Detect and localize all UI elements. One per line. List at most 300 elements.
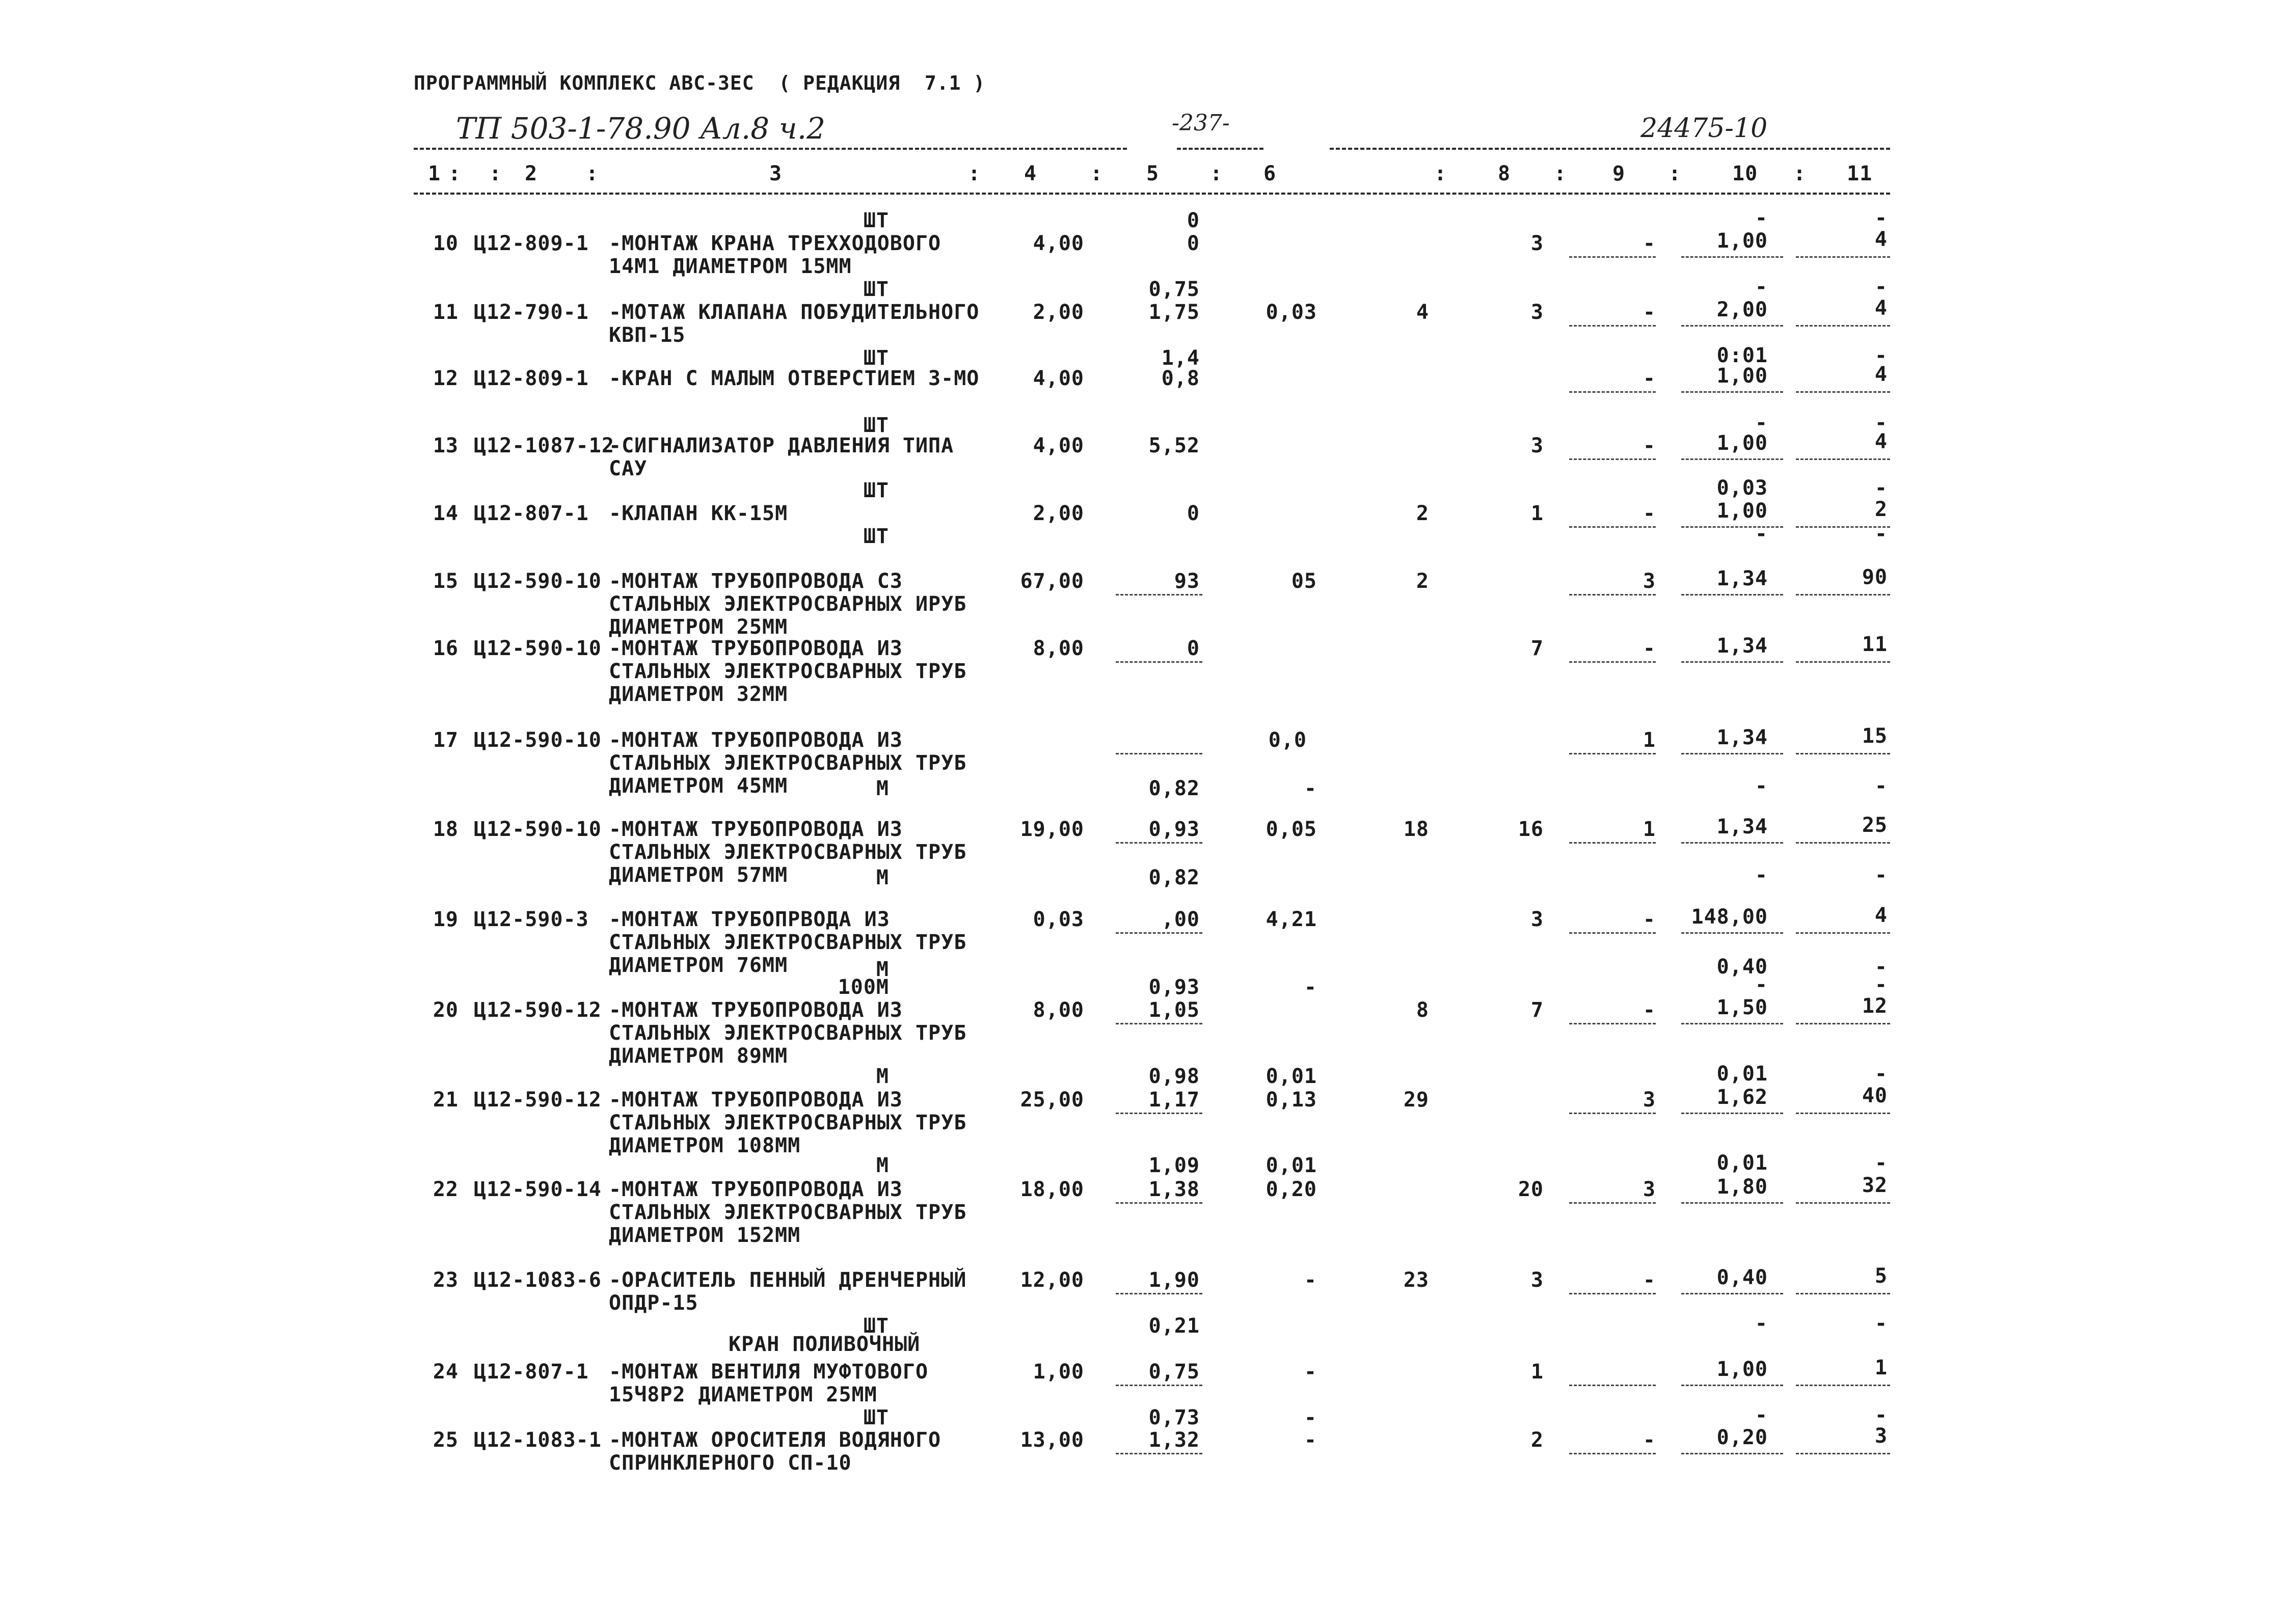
row-code: Ц12-809-1	[474, 232, 589, 255]
row-rule-col9	[1569, 1453, 1656, 1454]
row-col11: 11	[1862, 633, 1888, 656]
row-rule-col10	[1681, 526, 1783, 528]
unit-label: ШТ	[863, 209, 889, 232]
row-number: 23	[433, 1268, 459, 1292]
unit-col11-value: -	[1874, 973, 1888, 996]
row-code: Ц12-590-3	[474, 908, 589, 931]
row-quantity: 19,00	[1020, 818, 1084, 841]
header-rule-top-mid	[1177, 148, 1263, 150]
row-code: Ц12-590-14	[474, 1178, 602, 1201]
row-description-line: ДИАМЕТРОМ 57ММ	[609, 863, 788, 887]
header-rule-top-right	[1330, 148, 1890, 150]
row-code: Ц12-590-12	[474, 998, 602, 1022]
row-col8: 3	[1530, 1268, 1544, 1292]
row-code: Ц12-807-1	[474, 1360, 589, 1384]
row-col10: 0,40	[1716, 1266, 1768, 1289]
row-col11: 4	[1874, 296, 1888, 320]
row-rule-col5	[1116, 1202, 1202, 1204]
column-number-3: 3	[769, 162, 783, 185]
column-separator: :	[968, 162, 981, 185]
row-rule-col9	[1569, 1202, 1656, 1204]
row-rule-col11	[1796, 325, 1890, 327]
row-quantity: 4,00	[1033, 434, 1084, 457]
unit-col6-value: -	[1304, 976, 1317, 999]
row-number: 22	[433, 1178, 459, 1201]
unit-label: 100М	[838, 976, 889, 999]
row-number: 17	[433, 728, 459, 752]
unit-col6-value: -	[1304, 1406, 1317, 1429]
row-col9: -	[1643, 637, 1656, 660]
unit-col11-value: -	[1874, 476, 1888, 500]
unit-col6-value: 0,01	[1266, 1154, 1317, 1177]
row-rule-col9	[1569, 256, 1656, 258]
unit-col10-value: -	[1755, 522, 1768, 546]
row-col5: 1,17	[1148, 1088, 1200, 1112]
row-col7: 4	[1416, 301, 1429, 324]
row-col11: 1	[1874, 1356, 1888, 1379]
row-description-line: ДИАМЕТРОМ 45ММ	[609, 774, 788, 798]
unit-col6-value: 0,01	[1266, 1065, 1317, 1088]
row-rule-col11	[1796, 256, 1890, 258]
row-rule-col10	[1681, 1293, 1783, 1294]
note-kran-polivochny: КРАН ПОЛИВОЧНЫЙ	[729, 1333, 921, 1356]
row-description-line: -КРАН С МАЛЫМ ОТВЕРСТИЕМ 3-МО	[609, 367, 980, 390]
row-col5: 5,52	[1148, 434, 1200, 457]
row-col10: 1,00	[1716, 431, 1768, 455]
row-col10: 2,00	[1716, 298, 1768, 321]
row-col11: 32	[1862, 1174, 1888, 1197]
row-number: 14	[433, 502, 459, 525]
unit-col5-value: 0,75	[1148, 278, 1200, 301]
row-col6: -	[1304, 1268, 1317, 1292]
row-rule-col9	[1569, 842, 1656, 844]
column-separator: :	[586, 162, 599, 185]
unit-col11-value: -	[1874, 206, 1888, 230]
row-description-line: СТАЛЬНЫХ ЭЛЕКТРОСВАРНЫХ ТРУБ	[609, 751, 967, 775]
row-col11: 5	[1874, 1264, 1888, 1288]
handwritten-sheet-id: 24475-10	[1640, 113, 1768, 144]
column-separator: :	[1554, 162, 1567, 185]
row-description-line: ДИАМЕТРОМ 89ММ	[609, 1044, 788, 1068]
row-rule-col11	[1796, 1202, 1890, 1204]
unit-label: ШТ	[863, 1314, 889, 1338]
row-col11: 4	[1874, 228, 1888, 251]
row-rule-col9	[1569, 594, 1656, 596]
row-description-line: СТАЛЬНЫХ ЭЛЕКТРОСВАРНЫХ ТРУБ	[609, 1021, 967, 1045]
row-col7: 2	[1416, 502, 1429, 525]
row-number: 13	[433, 434, 459, 457]
row-col11: 25	[1862, 814, 1888, 837]
row-rule-col11	[1796, 1385, 1890, 1386]
row-col9: -	[1643, 998, 1656, 1022]
row-col5: 0	[1187, 637, 1200, 660]
row-col8: 20	[1518, 1178, 1544, 1201]
row-rule-col11	[1796, 661, 1890, 663]
row-col10: 1,62	[1716, 1086, 1768, 1109]
column-separator: :	[1669, 162, 1682, 185]
unit-col11-value: -	[1874, 1403, 1888, 1427]
unit-col6-value: -	[1304, 777, 1317, 800]
row-rule-col5	[1116, 932, 1202, 934]
row-rule-col11	[1796, 526, 1890, 528]
row-quantity: 25,00	[1020, 1088, 1084, 1112]
column-number-1: 1	[428, 162, 441, 185]
row-col5: 1,05	[1148, 998, 1200, 1022]
column-number-8: 8	[1498, 162, 1511, 185]
unit-col11-value: -	[1874, 344, 1888, 367]
row-col10: 0,20	[1716, 1426, 1768, 1449]
unit-col5-value: 0,98	[1148, 1065, 1200, 1088]
row-code: Ц12-590-10	[474, 570, 602, 593]
row-rule-col11	[1796, 842, 1890, 844]
row-number: 19	[433, 908, 459, 931]
unit-label: М	[876, 1154, 889, 1177]
row-rule-col11	[1796, 594, 1890, 596]
row-col9: 3	[1643, 1088, 1656, 1112]
row-code: Ц12-590-10	[474, 818, 602, 841]
unit-col11-value: -	[1874, 1062, 1888, 1086]
unit-col10-value: 0,01	[1716, 1151, 1768, 1175]
row-rule-col10	[1681, 753, 1783, 754]
row-col11: 12	[1862, 994, 1888, 1018]
unit-label: ШТ	[863, 1406, 889, 1429]
row-col5: 1,38	[1148, 1178, 1200, 1201]
row-col10: 1,34	[1716, 567, 1768, 590]
row-col8: 7	[1530, 998, 1544, 1022]
row-rule-col9	[1569, 661, 1656, 663]
row-col8: 1	[1530, 1360, 1544, 1384]
column-number-5: 5	[1146, 162, 1160, 185]
row-description-line: СТАЛЬНЫХ ЭЛЕКТРОСВАРНЫХ ТРУБ	[609, 1111, 967, 1134]
unit-col10-value: 0,03	[1716, 476, 1768, 500]
row-col8: 3	[1530, 434, 1544, 457]
row-quantity: 67,00	[1020, 570, 1084, 593]
row-description-line: ДИАМЕТРОМ 76ММ	[609, 954, 788, 977]
unit-col11-value: -	[1874, 522, 1888, 546]
row-col7: 2	[1416, 570, 1429, 593]
row-col8: 3	[1530, 301, 1544, 324]
row-description-line: -МОНТАЖ ТРУБОПРОВОДА ИЗ	[609, 1088, 903, 1112]
row-rule-col9	[1569, 458, 1656, 460]
row-rule-col11	[1796, 1293, 1890, 1294]
row-code: Ц12-590-12	[474, 1088, 602, 1112]
row-description-line: -КЛАПАН КК-15М	[609, 502, 788, 525]
row-description-line: ДИАМЕТРОМ 108ММ	[609, 1134, 801, 1157]
row-rule-col5	[1116, 1453, 1202, 1454]
row-col9: 1	[1643, 818, 1656, 841]
unit-col5-value: 1,09	[1148, 1154, 1200, 1177]
row-quantity: 8,00	[1033, 998, 1084, 1022]
row-col7: 23	[1403, 1268, 1429, 1292]
row-col8: 7	[1530, 637, 1544, 660]
row-col9: -	[1643, 434, 1656, 457]
row-col9: -	[1643, 1428, 1656, 1452]
row-col6: 0,20	[1266, 1178, 1317, 1201]
row-description-line: -ОРАСИТЕЛЬ ПЕННЫЙ ДРЕНЧЕРНЫЙ	[609, 1268, 967, 1292]
row-col10: 1,00	[1716, 1358, 1768, 1381]
column-separator: :	[1210, 162, 1223, 185]
row-code: Ц12-590-10	[474, 637, 602, 660]
row-rule-col11	[1796, 753, 1890, 754]
row-col5: 1,32	[1148, 1428, 1200, 1452]
row-description-line: САУ	[609, 457, 648, 480]
unit-col10-value: 0,01	[1716, 1062, 1768, 1086]
row-number: 16	[433, 637, 459, 660]
unit-col10-value: -	[1755, 411, 1768, 435]
unit-col5-value: 0,82	[1148, 777, 1200, 800]
row-col11: 2	[1874, 498, 1888, 521]
row-description-line: ДИАМЕТРОМ 32ММ	[609, 683, 788, 706]
row-description-line: -МОНТАЖ ОРОСИТЕЛЯ ВОДЯНОГО	[609, 1428, 941, 1452]
row-rule-col10	[1681, 594, 1783, 596]
program-header: ПРОГРАММНЫЙ КОМПЛЕКС АВС-3ЕС ( РЕДАКЦИЯ 7.1 )	[414, 72, 986, 94]
row-col5: ,00	[1161, 908, 1200, 931]
column-number-11: 11	[1847, 162, 1873, 185]
row-rule-col11	[1796, 391, 1890, 393]
row-rule-col10	[1681, 391, 1783, 393]
column-separator: :	[489, 162, 502, 185]
row-description-line: -МОНТАЖ ВЕНТИЛЯ МУФТОВОГО	[609, 1360, 929, 1384]
row-col6: 05	[1291, 570, 1317, 593]
row-quantity: 8,00	[1033, 637, 1084, 660]
row-rule-col10	[1681, 661, 1783, 663]
row-number: 15	[433, 570, 459, 593]
row-rule-col9	[1569, 526, 1656, 528]
row-col10: 1,34	[1716, 726, 1768, 749]
row-code: Ц12-590-10	[474, 728, 602, 752]
row-code: Ц12-1083-1	[474, 1428, 602, 1452]
row-rule-col5	[1116, 1113, 1202, 1114]
row-col9: 3	[1643, 1178, 1656, 1201]
row-col6: 0,03	[1266, 301, 1317, 324]
row-rule-col9	[1569, 391, 1656, 393]
row-col8: 2	[1530, 1428, 1544, 1452]
row-code: Ц12-1087-12	[474, 434, 614, 457]
unit-col10-value: -	[1755, 275, 1768, 299]
row-quantity: 13,00	[1020, 1428, 1084, 1452]
row-description-line: СПРИНКЛЕРНОГО СП-10	[609, 1451, 852, 1475]
row-col9: -	[1643, 908, 1656, 931]
row-quantity: 4,00	[1033, 367, 1084, 390]
row-description-line: -МОНТАЖ ТРУБОПРОВОДА ИЗ	[609, 637, 903, 660]
row-number: 24	[433, 1360, 459, 1384]
column-number-9: 9	[1612, 162, 1626, 185]
row-col8: 3	[1530, 232, 1544, 255]
row-rule-col10	[1681, 1385, 1783, 1386]
row-number: 21	[433, 1088, 459, 1112]
row-col5: 93	[1174, 570, 1200, 593]
unit-col11-value: -	[1874, 955, 1888, 979]
unit-col5-value: 0,21	[1148, 1314, 1200, 1338]
row-rule-col11	[1796, 1023, 1890, 1024]
row-quantity: 4,00	[1033, 232, 1084, 255]
row-rule-col10	[1681, 932, 1783, 934]
row-rule-col5	[1116, 1023, 1202, 1024]
row-rule-col5	[1116, 594, 1202, 596]
row-col10: 1,00	[1716, 364, 1768, 388]
row-quantity: 12,00	[1020, 1268, 1084, 1292]
handwritten-page-number: -237-	[1172, 110, 1230, 136]
row-col11: 90	[1862, 565, 1888, 589]
unit-col11-value: -	[1874, 411, 1888, 435]
row-col5: 1,75	[1148, 301, 1200, 324]
column-number-6: 6	[1263, 162, 1277, 185]
unit-col5-value: 0,93	[1148, 976, 1200, 999]
unit-col11-value: -	[1874, 1312, 1888, 1335]
row-col9: 3	[1643, 570, 1656, 593]
row-col5: 0	[1187, 232, 1200, 255]
row-code: Ц12-807-1	[474, 502, 589, 525]
unit-label: М	[876, 958, 889, 981]
row-rule-col9	[1569, 1385, 1656, 1386]
column-separator: :	[448, 162, 462, 185]
unit-col5-value: 0	[1187, 209, 1200, 232]
row-description-line: СТАЛЬНЫХ ЭЛЕКТРОСВАРНЫХ ТРУБ	[609, 841, 967, 864]
row-col6: 0,13	[1266, 1088, 1317, 1112]
row-description-line: -МОНТАЖ ТРУБОПРОВОДА ИЗ	[609, 998, 903, 1022]
row-description-line: 15Ч8Р2 ДИАМЕТРОМ 25ММ	[609, 1383, 877, 1406]
row-code: Ц12-809-1	[474, 367, 589, 390]
row-col10: 1,34	[1716, 634, 1768, 658]
row-description-line: СТАЛЬНЫХ ЭЛЕКТРОСВАРНЫХ ТРУБ	[609, 931, 967, 954]
column-number-4: 4	[1024, 162, 1037, 185]
unit-label: М	[876, 777, 889, 800]
row-quantity: 2,00	[1033, 301, 1084, 324]
unit-col10-value: -	[1755, 863, 1768, 887]
row-description-line: -МОНТАЖ ТРУБОПРОВОДА СЗ	[609, 570, 903, 593]
unit-col10-value: -	[1755, 206, 1768, 230]
row-description-line: 14М1 ДИАМЕТРОМ 15ММ	[609, 255, 852, 278]
row-col10: 1,50	[1716, 996, 1768, 1019]
row-col10: 1,00	[1716, 499, 1768, 523]
column-number-10: 10	[1732, 162, 1758, 185]
row-rule-col9	[1569, 753, 1656, 754]
row-description-line: -МОНТАЖ ТРУБОПРОВОДА ИЗ	[609, 818, 903, 841]
row-description-line: -МОТАЖ КЛАПАНА ПОБУДИТЕЛЬНОГО	[609, 301, 980, 324]
row-col10: 1,00	[1716, 229, 1768, 253]
row-description-line: СТАЛЬНЫХ ЭЛЕКТРОСВАРНЫХ ИРУБ	[609, 592, 967, 616]
row-col11: 4	[1874, 430, 1888, 453]
row-col7: 8	[1416, 998, 1429, 1022]
row-rule-col11	[1796, 458, 1890, 460]
row-rule-col9	[1569, 1113, 1656, 1114]
row-col9: -	[1643, 301, 1656, 324]
row-col5: 0,8	[1161, 367, 1200, 390]
column-separator: :	[1090, 162, 1104, 185]
row-rule-col10	[1681, 256, 1783, 258]
unit-col10-value: -	[1755, 973, 1768, 996]
row-rule-col10	[1681, 325, 1783, 327]
row-rule-col5	[1116, 1293, 1202, 1294]
row-col9: -	[1643, 232, 1656, 255]
row-rule-col11	[1796, 1113, 1890, 1114]
row-code: Ц12-790-1	[474, 301, 589, 324]
row-description-line: -МОНТАЖ ТРУБОПРОВОДА ИЗ	[609, 1178, 903, 1201]
row-col10: 1,80	[1716, 1175, 1768, 1199]
row-col9: -	[1643, 367, 1656, 390]
unit-label: ШТ	[863, 346, 889, 370]
row-col8: 16	[1518, 818, 1544, 841]
row-col10: 1,34	[1716, 815, 1768, 838]
unit-label: М	[876, 1065, 889, 1088]
row-rule-col10	[1681, 1453, 1783, 1454]
unit-col10-value: -	[1755, 1312, 1768, 1335]
row-description-line: СТАЛЬНЫХ ЭЛЕКТРОСВАРНЫХ ТРУБ	[609, 660, 967, 683]
row-rule-col10	[1681, 1023, 1783, 1024]
row-col8: 3	[1530, 908, 1544, 931]
unit-col10-value: 0,40	[1716, 955, 1768, 979]
row-rule-col9	[1569, 1023, 1656, 1024]
row-number: 10	[433, 232, 459, 255]
row-quantity: 0,03	[1033, 908, 1084, 931]
handwritten-doc-code: ТП 503-1-78.90 Ал.8 ч.2	[456, 111, 826, 146]
row-col11: 4	[1874, 363, 1888, 386]
row-col11: 3	[1874, 1424, 1888, 1448]
unit-col5-value: 1,4	[1161, 346, 1200, 370]
row-number: 12	[433, 367, 459, 390]
row-rule-col10	[1681, 1202, 1783, 1204]
unit-col5-value: 0,82	[1148, 866, 1200, 889]
row-col5: 0,75	[1148, 1360, 1200, 1384]
unit-col5-value: 0,73	[1148, 1406, 1200, 1429]
unit-label: ШТ	[863, 479, 889, 502]
row-col11: 40	[1862, 1084, 1888, 1107]
row-rule-col5	[1116, 661, 1202, 663]
row-col6: 4,21	[1266, 908, 1317, 931]
row-rule-col9	[1569, 325, 1656, 327]
row-col7: 18	[1403, 818, 1429, 841]
row-col5: 1,90	[1148, 1268, 1200, 1292]
header-rule-bottom	[414, 193, 1890, 195]
row-description-line: ДИАМЕТРОМ 152ММ	[609, 1224, 801, 1247]
row-quantity: 2,00	[1033, 502, 1084, 525]
row-description-line: -МОНТАЖ ТРУБОПРВОДА ИЗ	[609, 908, 890, 931]
row-col9: -	[1643, 1268, 1656, 1292]
row-rule-col5	[1116, 842, 1202, 844]
header-rule-top	[414, 148, 1127, 150]
row-col11: 4	[1874, 904, 1888, 927]
row-description-line: ДИАМЕТРОМ 25ММ	[609, 615, 788, 639]
column-separator: :	[1434, 162, 1447, 185]
row-description-line: СТАЛЬНЫХ ЭЛЕКТРОСВАРНЫХ ТРУБ	[609, 1201, 967, 1224]
unit-col11-value: -	[1874, 1151, 1888, 1175]
row-col8: 1	[1530, 502, 1544, 525]
row-col7: 29	[1403, 1088, 1429, 1112]
row-col10: 148,00	[1691, 905, 1768, 929]
row-col6: -	[1304, 1360, 1317, 1384]
unit-label: ШТ	[863, 414, 889, 437]
row-rule-col9	[1569, 1293, 1656, 1294]
row-rule-col5	[1116, 1385, 1202, 1386]
row-col6: -	[1304, 1428, 1317, 1452]
unit-col11-value: -	[1874, 774, 1888, 798]
unit-label: ШТ	[863, 278, 889, 301]
row-rule-col11	[1796, 1453, 1890, 1454]
unit-label: М	[876, 866, 889, 889]
unit-label: ШТ	[863, 525, 889, 548]
row-quantity: 1,00	[1033, 1360, 1084, 1384]
row-code: Ц12-1083-6	[474, 1268, 602, 1292]
row-col9: 1	[1643, 728, 1656, 752]
row-number: 20	[433, 998, 459, 1022]
column-separator: :	[1793, 162, 1807, 185]
row-rule-col11	[1796, 932, 1890, 934]
row-rule-col10	[1681, 458, 1783, 460]
row-rule-col10	[1681, 1113, 1783, 1114]
row-number: 11	[433, 301, 459, 324]
row17-col6: 0,0	[1268, 728, 1307, 752]
row-col5: 0	[1187, 502, 1200, 525]
